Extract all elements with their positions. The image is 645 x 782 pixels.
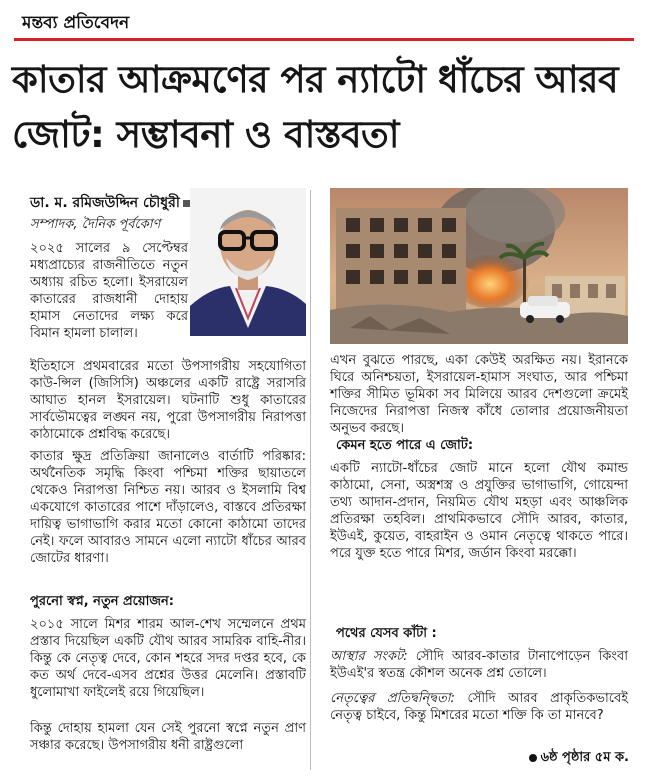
right-subhead-2: পথের যেসব কাঁটা : [336, 626, 437, 641]
left-subhead-1: পুরনো স্বপ্ন, নতুন প্রয়োজন: [30, 594, 174, 609]
right-para-3-body: সৌদি আরব-কাতার টানাপোড়েন কিংবা ইউএই'র স্বতন্ত্র কৌশল অনেক প্রশ্ন তোলে। [330, 649, 628, 681]
author-name: ডা. ম. রমিজউদ্দিন চৌধুরী [30, 195, 180, 211]
section-label: মন্তব্য প্রতিবেদন [22, 13, 130, 33]
left-para-1b: ইতিহাসে প্রথমবারের মতো উপসাগরীয় সহযোগিতা কাউ-ন্সিল (জিসিসি) অঞ্চলের একটি রাষ্ট্রে সরাসরি আঘাত হানল ইসরায়েল। ঘটনাটি শুধু কাতারের সার্বভৌমত্বের লঙ্ঘন নয়, পুরো উপসাগরীয় নিরাপত্তা কাঠামোকে প্রশ্নবিদ্ধ করেছে। [30, 359, 306, 442]
author-designation: সম্পাদক, দৈনিক পূর্বকোণ [30, 217, 161, 232]
author-line [30, 191, 190, 215]
continued-footer [529, 748, 629, 769]
right-para-3 [330, 648, 628, 682]
war-scene-photo-icon [330, 188, 628, 344]
continued-text: ৬ষ্ঠ পৃষ্ঠার ৫ম ক. [540, 750, 629, 765]
right-para-4-body: সৌদি আরব প্রাকৃতিকভাবেই নেতৃত্ব চাইবে, কিন্তু মিশরের মতো শক্তি কি তা মানবে? [330, 691, 628, 723]
column-divider [310, 190, 311, 770]
top-red-rule [14, 38, 634, 41]
right-para-4 [330, 690, 628, 724]
right-subhead-1: কেমন হতে পারে এ জোট: [336, 438, 474, 453]
left-para-1a: ২০২৫ সালের ৯ সেপ্টেম্বর মধ্যপ্রাচ্যের রাজনীতিতে নতুন অধ্যায় রচিত হলো। ইসরায়েল কাতারের রাজধানী দোহায় হামাস নেতাদের লক্ষ্য করে বিমান হামলা চালাল। [30, 241, 188, 341]
left-para-2: কাতার ক্ষুদ্র প্রতিক্রিয়া জানালেও বার্তাটি পরিষ্কার: অর্থনৈতিক সমৃদ্ধি কিংবা পশ্চিমা শক্তির ছায়াতলে থেকেও নিরাপত্তা নিশ্চিত নয়। আরব ও ইসলামি বিশ্ব একযোগে কাতারের পাশে দাঁড়ালেও, বাস্তবে প্রতিরক্ষা দায়িত্ব ভাগাভাগি করার মতো কোনো কাঠামো তাদের নেই। ফলে আবারও সামনে এলো ন্যাটো ধাঁচের আরব জোটের ধারণা। [30, 449, 306, 566]
headline: কাতার আক্রমণের পর ন্যাটো ধাঁচের আরব জোট: সম্ভাবনা ও বাস্তবতা [12, 58, 619, 156]
bullet-dot-icon [529, 754, 537, 762]
left-para-3: ২০১৫ সালে মিশর শারম আল-শেখ সম্মেলনে প্রথম প্রস্তাব দিয়েছিল একটি যৌথ আরব সামরিক বাহি-নীর। কিন্তু কে নেতৃত্ব দেবে, কোন শহরে সদর দপ্তর হবে, কে কত অর্থ দেবে-এসব প্রশ্নের উত্তর মেলেনি। প্রস্তাবটি ধুলোমাখা ফাইলেই রয়ে গিয়েছিল। [30, 617, 306, 700]
author-square-icon [183, 200, 190, 207]
right-para-2: একটি ন্যাটো-ধাঁচের জোট মানে হলো যৌথ কমান্ড কাঠামো, সেনা, অস্ত্রশস্ত্র ও প্রযুক্তির ভাগাভাগি, গোয়েন্দা তথ্য আদান-প্রদান, নিয়মিত যৌথ মহড়া এবং আঞ্চলিক প্রতিরক্ষা তহবিল। প্রাথমিকভাবে সৌদি আরব, কাতার, ইউএই, কুয়েত, বাহরাইন ও ওমান নেতৃত্বে থাকতে পারে। পরে যুক্ত হতে পারে মিশর, জর্ডান কিংবা মরক্কো। [330, 461, 628, 561]
war-scene-photo [330, 188, 628, 344]
right-para-1: এখন বুঝতে পারছে, একা কেউই অরক্ষিত নয়। ইরানকে ঘিরে অনিশ্চয়তা, ইসরায়েল-হামাস সংঘাত, আর পশ্চিমা শক্তির সীমিত ভূমিকা সব মিলিয়ে আরব দেশগুলো ক্রমেই নিজেদের নিরাপত্তা নিজস্ব কাঁধে তোলার প্রয়োজনীয়তা অনুভব করছে। [330, 353, 628, 436]
left-para-4: কিন্তু দোহায় হামলা যেন সেই পুরনো স্বপ্নে নতুন প্রাণ সঞ্চার করেছে। উপসাগরীয় ধনী রাষ্ট্রগুলো [30, 721, 306, 753]
right-para-4-lead: নেতৃত্বের প্রতিদ্বন্দ্বিতা: [330, 691, 455, 706]
right-para-3-lead: আস্থার সংকট: [330, 649, 408, 664]
